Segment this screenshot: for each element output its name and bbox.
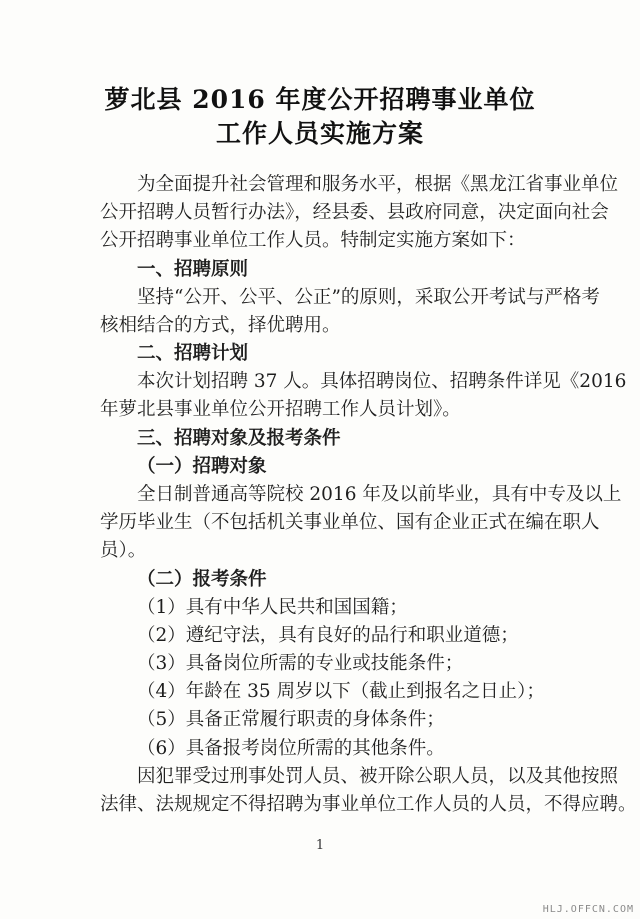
condition-4: （4）年龄在 35 周岁以下（截止到报名之日止）； xyxy=(137,681,545,703)
document-title-line2: 工作人员实施方案 xyxy=(215,119,424,148)
closing-line-1: 因犯罪受过刑事处罚人员、被开除公职人员，以及其他按照 xyxy=(137,765,619,787)
section1-line-2: 核相结合的方式，择优聘用。 xyxy=(100,314,341,336)
condition-1: （1）具有中华人民共和国国籍； xyxy=(137,596,408,618)
closing-line-2: 法律、法规规定不得招聘为事业单位工作人员的人员，不得应聘。 xyxy=(100,794,637,815)
site-watermark: HLJ.OFFCN.COM xyxy=(542,904,634,915)
subsection1-heading: （一）招聘对象 xyxy=(137,455,267,477)
intro-line-2: 公开招聘人员暂行办法》，经县委、县政府同意，决定面向社会 xyxy=(100,202,609,224)
document-title-line1: 萝北县 2016 年度公开招聘事业单位 xyxy=(104,85,536,114)
condition-5: （5）具备正常履行职责的身体条件； xyxy=(137,709,445,731)
subsection1-line-2: 学历毕业生（不包括机关事业单位、国有企业正式在编在职人 xyxy=(100,512,600,534)
section1-line-1: 坚持“公开、公平、公正”的原则，采取公开考试与严格考 xyxy=(137,286,600,308)
intro-line-3: 公开招聘事业单位工作人员。特制定实施方案如下： xyxy=(100,230,526,252)
subsection2-heading: （二）报考条件 xyxy=(137,568,267,590)
section2-line-2: 年萝北县事业单位公开招聘工作人员计划》。 xyxy=(100,399,461,421)
intro-line-1: 为全面提升社会管理和服务水平，根据《黑龙江省事业单位 xyxy=(137,174,619,195)
section2-heading: 二、招聘计划 xyxy=(137,343,249,365)
condition-6: （6）具备报考岗位所需的其他条件。 xyxy=(137,737,445,759)
section2-line-1: 本次计划招聘 37 人。具体招聘岗位、招聘条件详见《2016 xyxy=(137,371,627,393)
page-number: 1 xyxy=(315,838,325,853)
subsection1-line-1: 全日制普通高等院校 2016 年及以前毕业，具有中专及以上 xyxy=(137,484,622,505)
section3-heading: 三、招聘对象及报考条件 xyxy=(137,427,341,449)
subsection1-line-3: 员）。 xyxy=(100,540,147,562)
condition-2: （2）遵纪守法，具有良好的品行和职业道德； xyxy=(137,624,519,646)
condition-3: （3）具备岗位所需的专业或技能条件； xyxy=(137,653,464,675)
section1-heading: 一、招聘原则 xyxy=(137,258,249,280)
